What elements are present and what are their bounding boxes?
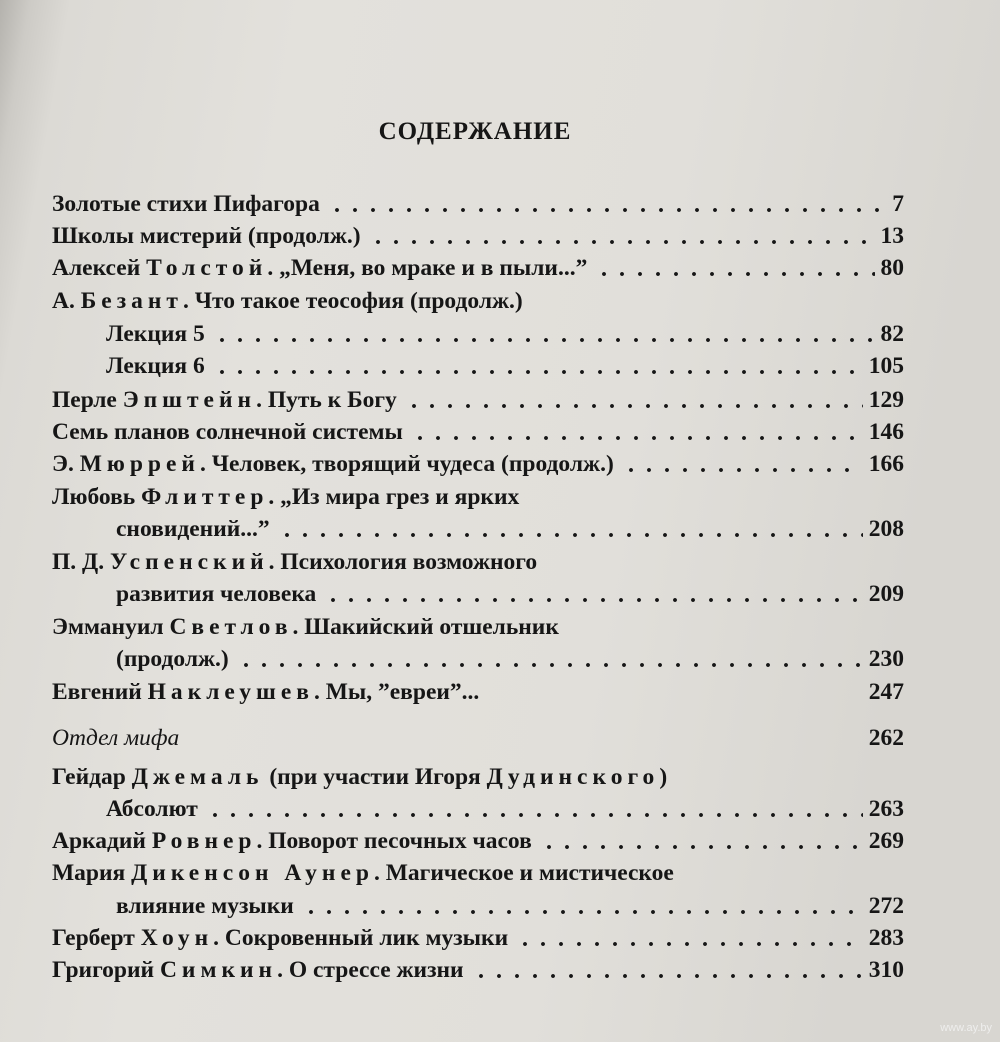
toc-entry (52, 188, 904, 220)
entry-work: . Поворот песочных часов (256, 828, 532, 854)
entry-title (52, 384, 397, 416)
page-number: 283 (868, 925, 904, 951)
toc-continuation (106, 793, 904, 825)
entry-work: . Путь к Богу (256, 387, 397, 413)
dot-leader (411, 435, 863, 441)
dot-leader (213, 369, 863, 375)
entry-title (52, 448, 614, 480)
page-title: СОДЕРЖАНИЕ (378, 118, 572, 145)
entry-author-surname: Эпштейн (122, 387, 257, 413)
toc-continuation (116, 890, 904, 922)
dot-leader (237, 662, 863, 668)
dot-leader (328, 207, 886, 213)
entry-author-first: П. Д. (52, 549, 110, 575)
entry-title (52, 825, 532, 857)
entry-author-surname: Ровнер (151, 828, 257, 854)
toc-entry (52, 676, 904, 708)
entry-title (52, 761, 667, 793)
entry-work: . Человек, творящий чудеса (продолж.) (199, 451, 614, 477)
page-number: 82 (880, 321, 904, 347)
entry-author-first: Евгений (52, 679, 148, 705)
toc-entry (52, 825, 904, 857)
entry-title: Абсолют (106, 796, 198, 822)
dot-leader (369, 239, 875, 245)
entry-collab: (при участии Игоря (263, 764, 487, 790)
entry-author-surname: Безант (80, 288, 183, 314)
entry-work: . „Из мира грез и ярких (268, 484, 520, 510)
entry-title: Золотые стихи Пифагора (52, 191, 320, 217)
entry-author-first: Гейдар (52, 764, 132, 790)
dot-leader (540, 844, 863, 850)
entry-author-surname: Джемаль (131, 764, 264, 790)
toc-subentry (106, 318, 904, 350)
entry-author-first: Э. (52, 451, 80, 477)
entry-author-surname: Симкин (159, 957, 278, 983)
page-number: 269 (868, 828, 904, 854)
entry-author-first: Мария (52, 860, 132, 886)
toc-entry (52, 285, 904, 317)
entry-title: развития человека (116, 581, 317, 607)
page-number: 247 (868, 679, 904, 705)
toc-entry (52, 448, 904, 480)
entry-work: . Сокровенный лик музыки (213, 925, 509, 951)
dot-leader (622, 467, 863, 473)
entry-title: влияние музыки (116, 893, 294, 919)
page-number: 166 (868, 451, 904, 477)
entry-author-surname: Хоун (140, 925, 214, 951)
entry-author-first: Алексей (52, 255, 147, 281)
entry-work: . Психология возможного (268, 549, 538, 575)
page-number: 13 (880, 223, 904, 249)
entry-author-first: Герберт (52, 925, 141, 951)
toc-entry (52, 416, 904, 448)
dot-leader (302, 909, 863, 915)
entry-title (52, 954, 464, 986)
entry-author-surname: Светлов (169, 614, 293, 640)
watermark: www.ay.by (940, 1022, 992, 1034)
page-number: 105 (868, 353, 904, 379)
dot-leader (206, 812, 863, 818)
section-title: Отдел мифа (52, 725, 180, 751)
page-number: 263 (868, 796, 904, 822)
toc-entry (52, 954, 904, 986)
dot-leader (516, 941, 863, 947)
toc-entry (52, 481, 904, 513)
entry-author-surname: Флиттер (141, 484, 269, 510)
page-number: 262 (868, 725, 904, 751)
toc-entry (52, 384, 904, 416)
toc-subentry (106, 350, 904, 382)
entry-title (52, 481, 519, 513)
page-number: 129 (868, 387, 904, 413)
entry-title (52, 611, 559, 643)
page-number: 7 (892, 191, 904, 217)
entry-author-surname: Толстой (146, 255, 268, 281)
dot-leader (324, 597, 862, 603)
entry-title (52, 857, 674, 889)
entry-author-surname: Успенский (109, 549, 269, 575)
entry-author-surname: Наклеушев (147, 679, 314, 705)
toc-entry (52, 761, 904, 793)
toc-section (52, 722, 904, 754)
entry-collab-close: ) (659, 764, 668, 790)
entry-title: (продолж.) (116, 646, 229, 672)
entry-work: . Мы, ”евреи”... (313, 679, 480, 705)
toc-continuation (116, 578, 904, 610)
entry-title: Лекция 5 (106, 321, 205, 347)
entry-author-first: Любовь (52, 484, 142, 510)
entry-author-first: Перле (52, 387, 123, 413)
dot-leader (278, 532, 863, 538)
entry-work: . Шакийский отшельник (292, 614, 559, 640)
entry-title: сновидений...” (116, 516, 270, 542)
toc-continuation (116, 643, 904, 675)
dot-leader (595, 271, 874, 277)
entry-title (52, 922, 508, 954)
page-number: 272 (868, 893, 904, 919)
entry-author-first: Аркадий (52, 828, 152, 854)
entry-work: . Что такое теософия (продолж.) (182, 288, 523, 314)
entry-author-surname: Дикенсон Аунер (131, 860, 374, 886)
entry-title (52, 252, 587, 284)
page-number: 80 (880, 255, 904, 281)
toc-entry (52, 252, 904, 284)
entry-title: Семь планов солнечной системы (52, 419, 403, 445)
entry-author-surname: Мюррей (79, 451, 200, 477)
page-number: 146 (868, 419, 904, 445)
toc-entry (52, 611, 904, 643)
dot-leader (472, 973, 863, 979)
page-number: 310 (868, 957, 904, 983)
page-number: 208 (868, 516, 904, 542)
entry-work: . Магическое и мистическое (373, 860, 674, 886)
page-number: 230 (868, 646, 904, 672)
dot-leader (405, 403, 863, 409)
entry-author-first: Григорий (52, 957, 160, 983)
entry-collab-surname: Дудинского (486, 764, 660, 790)
entry-title (52, 546, 537, 578)
entry-work: . О стрессе жизни (277, 957, 464, 983)
entry-author-first: Эммануил (52, 614, 170, 640)
toc-entry (52, 546, 904, 578)
page-number: 209 (868, 581, 904, 607)
dot-leader (213, 337, 875, 343)
entry-author-first: А. (52, 288, 81, 314)
toc-entry (52, 220, 904, 252)
entry-title: Школы мистерий (продолж.) (52, 223, 361, 249)
toc-continuation (116, 513, 904, 545)
toc-entry (52, 857, 904, 889)
entry-title (52, 676, 479, 708)
entry-title (52, 285, 523, 317)
entry-work: . „Меня, во мраке и в пыли...” (267, 255, 588, 281)
toc-entry (52, 922, 904, 954)
entry-title: Лекция 6 (106, 353, 205, 379)
